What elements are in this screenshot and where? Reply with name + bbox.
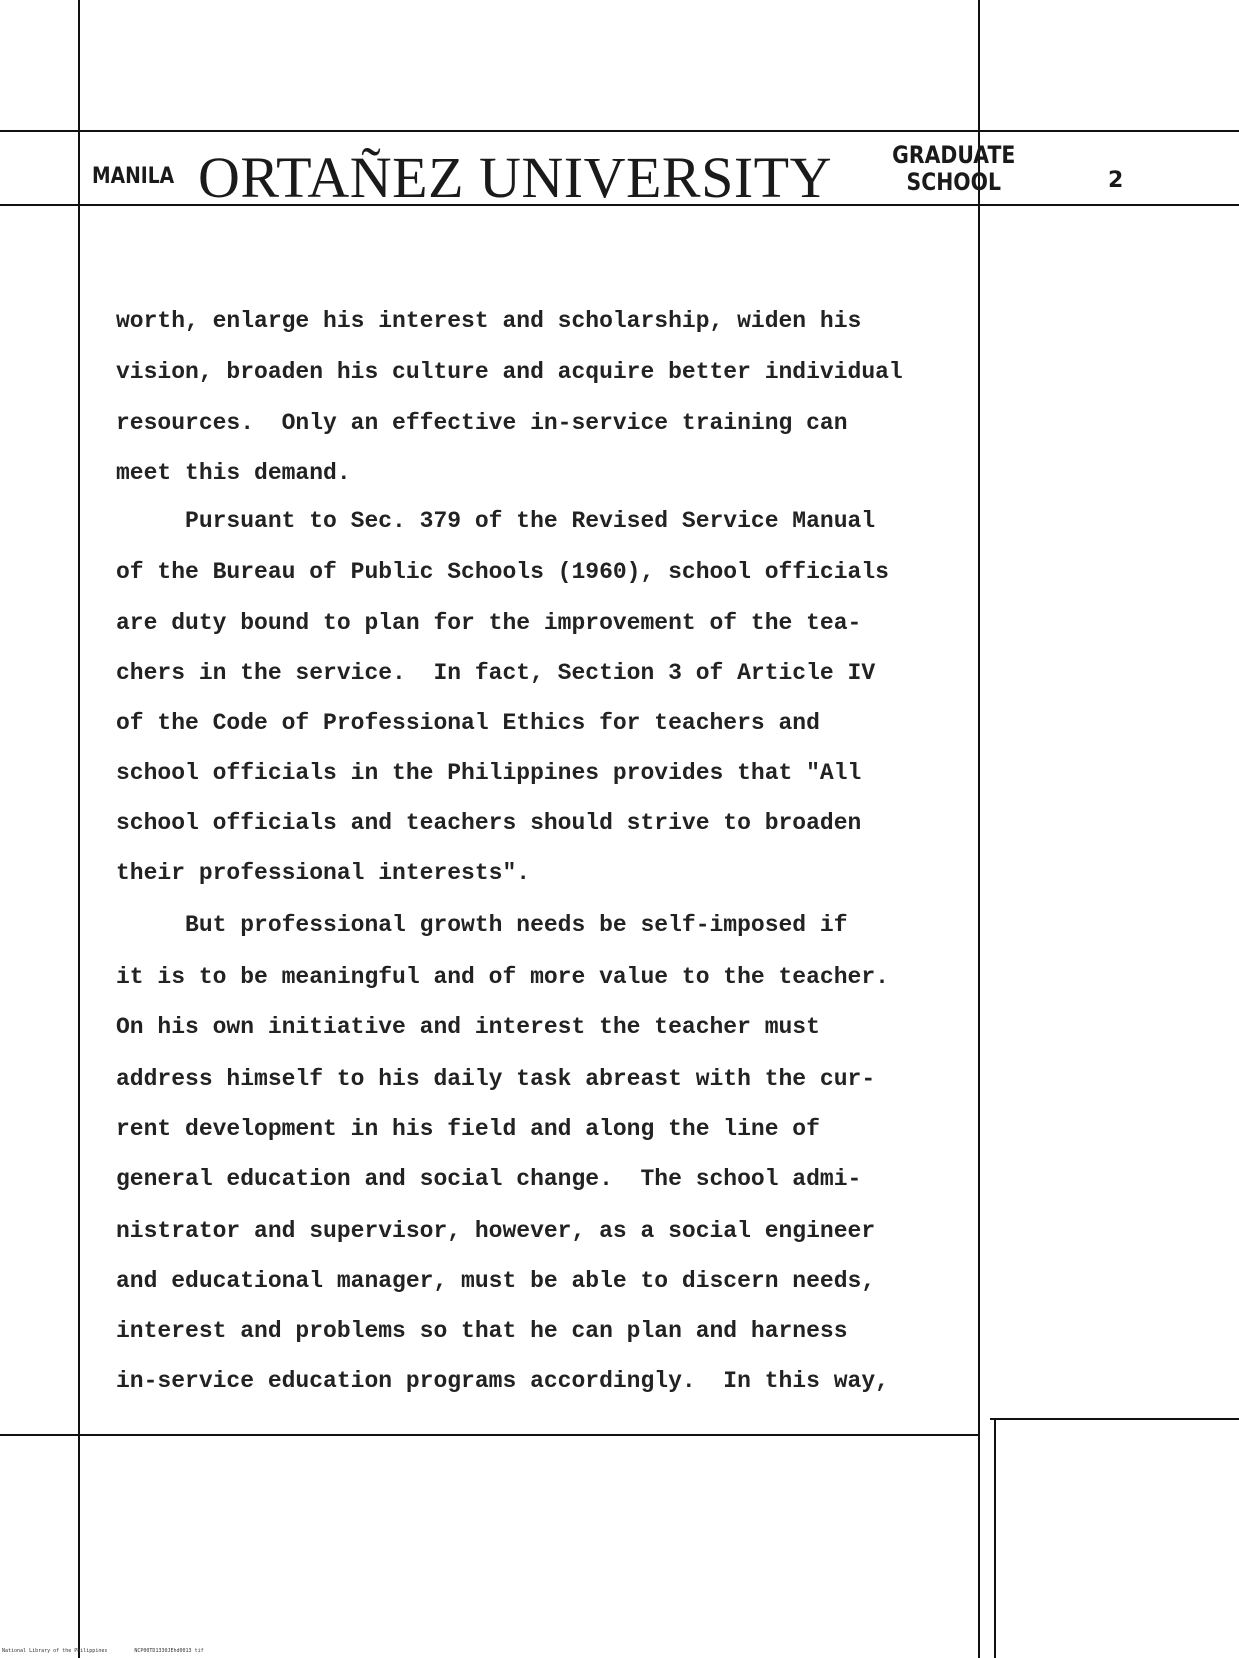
body-line: vision, broaden his culture and acquire better individual bbox=[116, 359, 903, 385]
body-line: resources. Only an effective in-service training can bbox=[116, 410, 848, 436]
letterhead-graduate-school bbox=[890, 142, 1018, 196]
right-lower-rule bbox=[994, 1418, 996, 1658]
letterhead bbox=[84, 138, 1046, 210]
body-line: in-service education programs accordingly. In this way, bbox=[116, 1368, 889, 1394]
footer-library-name: National Library of the Philippines bbox=[2, 1648, 108, 1654]
body-line: rent development in his field and along the line of bbox=[116, 1116, 820, 1142]
body-line: nistrator and supervisor, however, as a social engineer bbox=[116, 1218, 876, 1244]
body-line: of the Code of Professional Ethics for teachers and bbox=[116, 710, 820, 736]
body-line: general education and social change. The school admi- bbox=[116, 1166, 862, 1192]
footer-rule-right bbox=[990, 1418, 1239, 1420]
letterhead-city: MANILA bbox=[92, 164, 175, 189]
body-line: But professional growth needs be self-imposed if bbox=[116, 912, 848, 938]
letterhead-university-name: ORTAÑEZ UNIVERSITY bbox=[198, 145, 832, 210]
body-line: school officials in the Philippines provides that "All bbox=[116, 760, 862, 786]
footer-file-id: NCP00TD1330JEhd0013 tif bbox=[134, 1648, 204, 1654]
body-line: address himself to his daily task abreast with the cur- bbox=[116, 1066, 876, 1092]
footer-rule-left bbox=[0, 1434, 980, 1436]
body-line: On his own initiative and interest the teacher must bbox=[116, 1014, 820, 1040]
body-line: interest and problems so that he can plan and harness bbox=[116, 1318, 848, 1344]
body-line: their professional interests". bbox=[116, 860, 531, 886]
body-line: worth, enlarge his interest and scholarship, widen his bbox=[116, 308, 862, 334]
body-line: of the Bureau of Public Schools (1960), school officials bbox=[116, 559, 889, 585]
body-line: and educational manager, must be able to discern needs, bbox=[116, 1268, 876, 1294]
page-number: 2 bbox=[1108, 168, 1124, 193]
body-line: are duty bound to plan for the improvement of the tea- bbox=[116, 610, 862, 636]
letterhead-school-line-2: SCHOOL bbox=[906, 168, 1001, 196]
left-margin-rule bbox=[78, 0, 80, 1658]
letterhead-school-line-1: GRADUATE bbox=[892, 141, 1016, 169]
right-margin-rule bbox=[978, 0, 980, 1658]
body-line: meet this demand. bbox=[116, 460, 351, 486]
body-line: chers in the service. In fact, Section 3 of Article IV bbox=[116, 660, 876, 686]
header-top-rule bbox=[0, 130, 1239, 132]
scan-footer bbox=[2, 1648, 204, 1654]
body-line: Pursuant to Sec. 379 of the Revised Service Manual bbox=[116, 508, 876, 534]
body-line: school officials and teachers should strive to broaden bbox=[116, 810, 862, 836]
body-line: it is to be meaningful and of more value to the teacher. bbox=[116, 964, 889, 990]
